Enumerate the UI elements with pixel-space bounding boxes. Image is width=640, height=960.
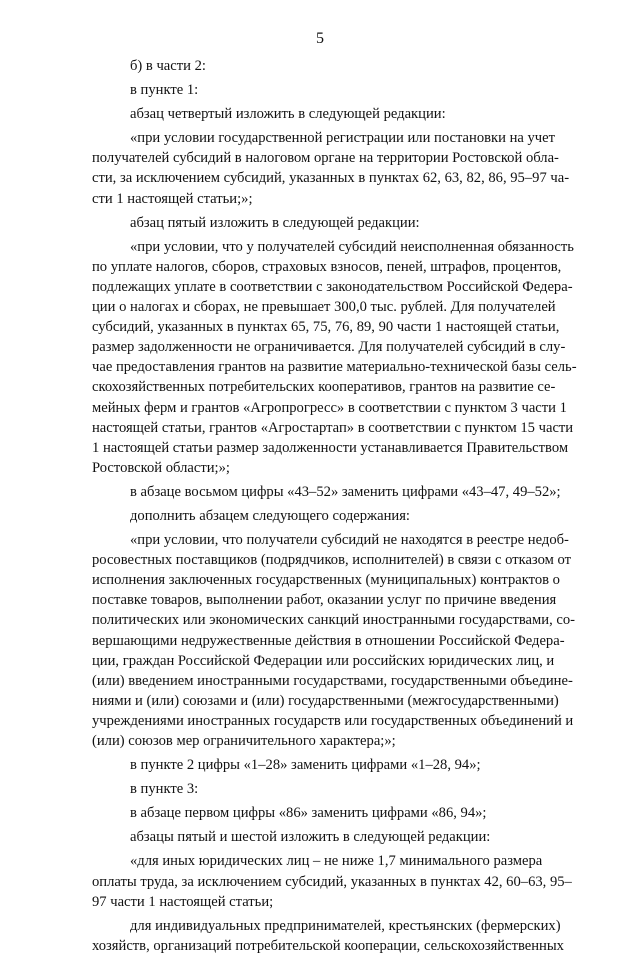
paragraph-fourth-abzac-intro: абзац четвертый изложить в следующей редакции: <box>130 106 446 123</box>
paragraph-other-legal-entities: «для иных юридических лиц – не ниже 1,7 минимального размера оплаты труда, за исключением субсидий, указанных в пунктах 42, 60–63, 95– 97 части 1 настоящей статьи; <box>92 853 572 910</box>
paragraph-eighth-abzac: в абзаце восьмом цифры «43–52» заменить цифрами «43–47, 49–52»; <box>130 483 561 500</box>
paragraph-fifth-sixth-intro: абзацы пятый и шестой изложить в следующей редакции: <box>130 829 491 846</box>
paragraph-supplement-intro: дополнить абзацем следующего содержания: <box>130 507 410 524</box>
paragraph-tax-debt: «при условии, что у получателей субсидий неисполненная обязанность по уплате налогов, сборов, страховых взносов, пеней, штрафов, процентов, подлежащих уплате в соответствии с законодательством Российской Федера- ции о налогах и сборах, не превышает 300,0 тыс. рублей. Для получателей субсидий, указанных в пунктах 65, 75, 76, 89, 90 части 1 настоящей статьи, размер задолженности не ограничивается. Для получателей субсидий в слу- чае предоставления грантов на развитие материально-технической базы сель- скохозяйственных потребительских кооперативов, грантов на развитие се- мейных ферм и грантов «Агропрогресс» в соответствии с пунктом 3 части 1 настоящей статьи, грантов «Агростартап» в соответствии с пунктом 15 части 1 настоящей статьи размер задолженности устанавливается Правительством Ростовской области;»; <box>92 238 577 476</box>
paragraph-point-2: в пункте 2 цифры «1–28» заменить цифрами «1–28, 94»; <box>130 757 481 774</box>
paragraph-fifth-abzac-intro: абзац пятый изложить в следующей редакции: <box>130 214 420 231</box>
paragraph-state-registration: «при условии государственной регистрации или постановки на учет получателей субсидий в налоговом органе на территории Ростовской обла- сти, за исключением субсидий, указанных в пунктах 62, 63, 82, 86, 95–97 ча- сти 1 настоящей статьи;»; <box>92 130 570 207</box>
page-number: 5 <box>316 30 324 47</box>
paragraph-first-abzac: в абзаце первом цифры «86» заменить цифрами «86, 94»; <box>130 805 487 822</box>
paragraph-part-2: б) в части 2: <box>130 58 206 74</box>
paragraph-individual-entrepreneurs: для индивидуальных предпринимателей, крестьянских (фермерских) хозяйств, организаций потребительской кооперации, сельскохозяйственных <box>92 917 564 954</box>
paragraph-unscrupulous-suppliers: «при условии, что получатели субсидий не находятся в реестре недоб- росовестных поставщиков (подрядчиков, исполнителей) в связи с отказом от исполнения заключенных государственных (муниципальных) контрактов о поставке товаров, выполнении работ, оказании услуг по причине введения политических или экономических санкций иностранными государствами, со- вершающими недружественные действия в отношении Российской Федера- ции, граждан Российской Федерации или российских юридических лиц, и (или) введением иностранными государствами, государственными объедине- ниями и (или) союзами и (или) государственными (межгосударственными) учреждениями иностранных государств или государственных объединений и (или) союзов мер ограничительного характера;»; <box>92 532 576 749</box>
document-body <box>92 56 598 960</box>
paragraph-point-3: в пункте 3: <box>130 781 199 798</box>
paragraph-point-1: в пункте 1: <box>130 82 199 99</box>
